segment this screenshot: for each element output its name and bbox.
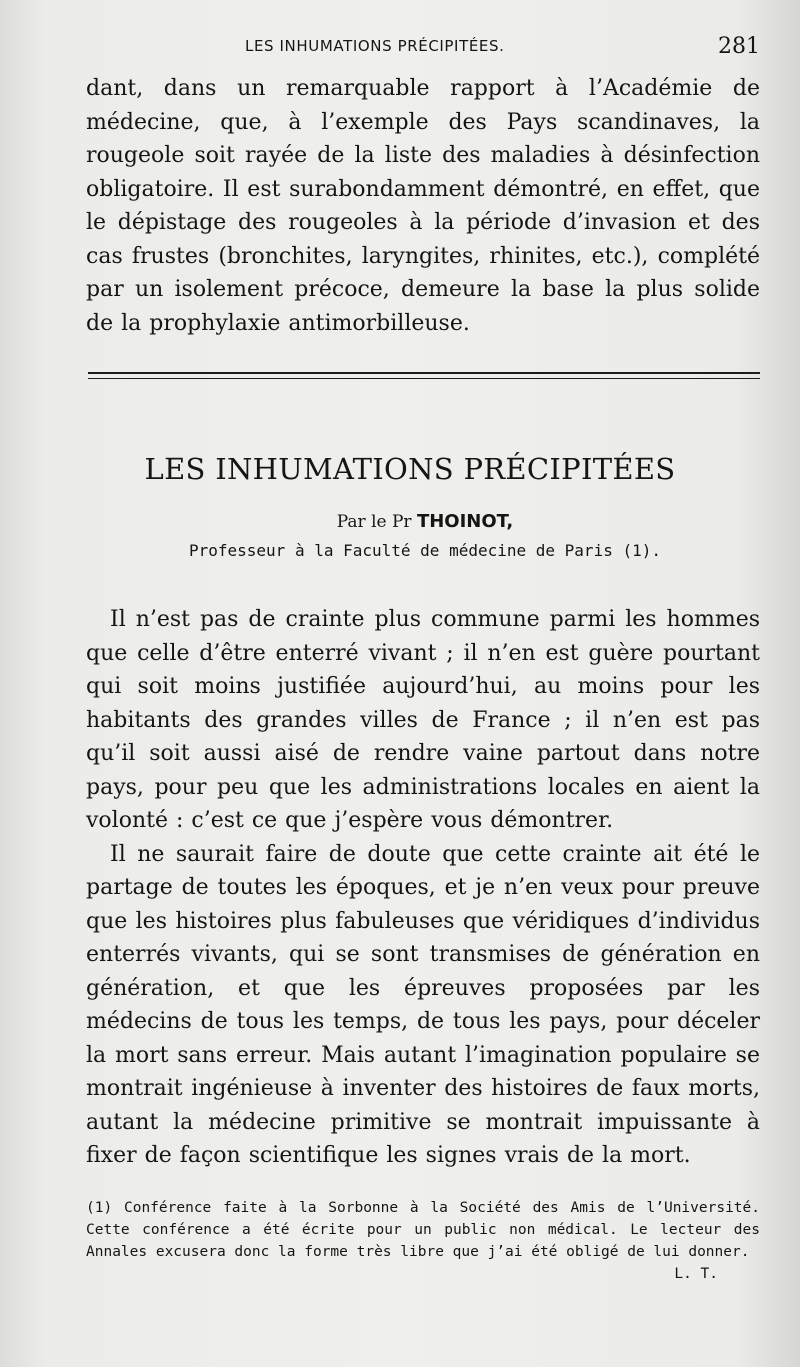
byline-prefix: Par le Pr [336, 512, 412, 532]
section-divider-thin [88, 378, 760, 379]
paragraph: Il ne saurait faire de doute que cette crainte ait été le partage de toutes les époques, et je n’en veux pour preuve que les histoires plus fabuleuses que véridiques d’individus enterrés vivants, qui se sont transmises de génération en génération, et que les épreuves proposées par les médecins de tous les temps, de tous les pays, pour déceler la mort sans erreur. Mais autant l’imagination populaire se montrait ingénieuse à inventer des histoires de faux morts, autant la médecine primitive se montrait impuissante à fixer de façon scientifique les signes vrais de la mort. [86, 841, 760, 1168]
author-affiliation: Professeur à la Faculté de médecine de Paris (1). [188, 541, 661, 560]
footnote-text: (1) Conférence faite à la Sorbonne à la Société des Amis de l’Université. Cette conférence a été écrite pour un public non médical. Le lecteur des Annales excusera donc la forme très libre que j’ai été obligé de lui donner. [86, 1200, 760, 1260]
section-divider-thick [88, 372, 760, 374]
footnote-initials: L. T. [674, 1266, 718, 1282]
article-title: LES INHUMATIONS PRÉCIPITÉES [144, 452, 676, 486]
running-head [0, 34, 800, 64]
article-body [86, 603, 760, 1173]
footnote [86, 1197, 760, 1285]
running-title: LES INHUMATIONS PRÉCIPITÉES. [245, 37, 505, 55]
paragraph: dant, dans un remarquable rapport à l’Académie de médecine, que, à l’exemple des Pays scandinaves, la rougeole soit rayée de la liste des maladies à désinfection obligatoire. Il est surabondamment démontré, en effet, que le dépistage des rougeoles à la période d’invasion et des cas frustes (bronchites, laryngites, rhinites, etc.), complété par un isolement précoce, demeure la base la plus solide de la prophylaxie antimorbilleuse. [86, 76, 760, 336]
page-number: 281 [718, 34, 760, 59]
previous-article-ending [86, 72, 760, 340]
byline [0, 511, 800, 532]
paragraph: Il n’est pas de crainte plus commune parmi les hommes que celle d’être enterré vivant ; il n’en est guère pourtant qui soit moins justifiée aujourd’hui, au moins pour les habitants des grandes villes de France ; il n’en est pas qu’il soit aussi aisé de rendre vaine partout dans notre pays, pour peu que les administrations locales en aient la volonté : c’est ce que j’espère vous démontrer. [86, 607, 760, 833]
author-name: THOINOT, [416, 511, 514, 532]
